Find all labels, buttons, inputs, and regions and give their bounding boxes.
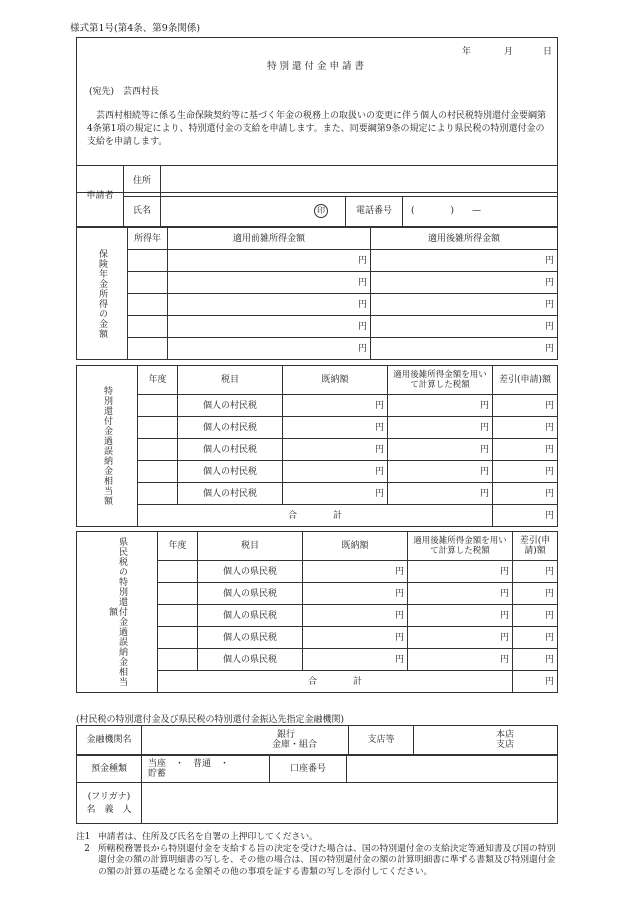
form-number: 様式第1号(第4条、第9条関係) [70, 23, 201, 34]
table-row [77, 316, 558, 338]
table-row [77, 461, 558, 483]
total-label: 合 計 [158, 671, 513, 693]
amount-cell[interactable]: 円 [408, 561, 513, 583]
table-row [77, 272, 558, 294]
table-row [77, 417, 558, 439]
account-type-label: 預金種類 [77, 756, 142, 783]
amount-cell[interactable]: 円 [513, 605, 558, 627]
account-table [76, 755, 558, 783]
date-month: 月 [504, 47, 514, 57]
address-field[interactable] [161, 166, 558, 197]
amount-cell[interactable]: 円 [168, 294, 371, 316]
pension-section-label: 保険年金所得の金額 [77, 228, 128, 360]
inst-label: 金融機関名 [77, 726, 142, 755]
year-cell[interactable] [158, 605, 198, 627]
amount-cell[interactable]: 円 [371, 250, 558, 272]
applicant-label: 申請者 [77, 166, 124, 227]
total-amount[interactable]: 円 [513, 671, 558, 693]
year-cell[interactable] [128, 272, 168, 294]
year-cell[interactable] [138, 439, 178, 461]
pension-table [76, 227, 558, 360]
amount-cell[interactable]: 円 [408, 627, 513, 649]
tax-item: 個人の県民税 [198, 583, 303, 605]
applicant-table [76, 165, 558, 227]
notes [76, 832, 560, 878]
year-cell[interactable] [138, 417, 178, 439]
amount-cell[interactable]: 円 [493, 483, 558, 505]
total-label: 合 計 [138, 505, 493, 527]
account-types1: 当座 ・ 普通 ・ [148, 759, 230, 769]
amount-cell[interactable]: 円 [493, 439, 558, 461]
amount-cell[interactable]: 円 [283, 439, 388, 461]
col-after: 適用後雑所得金額 [371, 228, 558, 250]
amount-cell[interactable]: 円 [283, 395, 388, 417]
page-title: 特別還付金申請書 [266, 61, 367, 72]
amount-cell[interactable]: 円 [371, 294, 558, 316]
col-income-year: 所得年 [128, 228, 168, 250]
tax-item: 個人の県民税 [198, 649, 303, 671]
date-year: 年 [462, 47, 472, 57]
col-fiscal-year: 年度 [138, 366, 178, 395]
address-label: 住所 [124, 166, 161, 197]
addressee: (宛先) 芸西村長 [89, 87, 160, 97]
amount-cell[interactable]: 円 [388, 439, 493, 461]
village-tax-table [76, 365, 558, 527]
table-row [77, 439, 558, 461]
name-field[interactable] [161, 196, 346, 227]
year-cell[interactable] [128, 338, 168, 360]
phone-label: 電話番号 [346, 196, 403, 227]
tax-item: 個人の県民税 [198, 561, 303, 583]
holder-field[interactable] [142, 783, 558, 824]
date-day: 日 [543, 47, 553, 57]
amount-cell[interactable]: 円 [303, 649, 408, 671]
branch-type2: 支店 [495, 740, 514, 750]
table-row [77, 250, 558, 272]
account-no-label: 口座番号 [270, 756, 347, 783]
village-section-label: 特別還付金過誤納金相当額 [77, 366, 138, 527]
tax-item: 個人の村民税 [178, 439, 283, 461]
amount-cell[interactable]: 円 [388, 395, 493, 417]
col-diff: 差引(申請)額 [513, 532, 558, 561]
holder-label-cell [77, 783, 142, 824]
col-paid: 既納額 [303, 532, 408, 561]
pref-section-label: 県民税の特別還付金過誤納金相当額 [77, 532, 158, 693]
phone-field[interactable]: ( ) — [403, 196, 558, 227]
year-cell[interactable] [158, 583, 198, 605]
amount-cell[interactable]: 円 [513, 649, 558, 671]
amount-cell[interactable]: 円 [408, 649, 513, 671]
note-2-text: 所轄税務署長から特別還付金を支給する旨の決定を受けた場合は、国の特別還付金の支給決定等通知書及び国の特別還付金の額の計算明細書の写しを、その他の場合は、国の特別還付金の額の計算明細書に準ずる書類及び特別還付金の額の計算の基礎となる金額その他の事項を証する書類の写しを添付してください。 [98, 843, 556, 877]
note-2-mark: 2 [84, 843, 90, 854]
amount-cell[interactable]: 円 [283, 417, 388, 439]
table-row [77, 294, 558, 316]
year-cell[interactable] [128, 250, 168, 272]
year-cell[interactable] [128, 316, 168, 338]
year-cell[interactable] [138, 483, 178, 505]
amount-cell[interactable]: 円 [168, 250, 371, 272]
year-cell[interactable] [158, 561, 198, 583]
inst-type1: 銀行 [276, 730, 295, 740]
account-no-field[interactable] [347, 756, 558, 783]
col-before: 適用前雑所得金額 [168, 228, 371, 250]
tax-item: 個人の県民税 [198, 627, 303, 649]
amount-cell[interactable]: 円 [493, 395, 558, 417]
table-row [77, 338, 558, 360]
col-diff: 差引(申請)額 [493, 366, 558, 395]
seal-icon: 印 [314, 204, 328, 218]
year-cell[interactable] [158, 627, 198, 649]
tax-item: 個人の村民税 [178, 395, 283, 417]
amount-cell[interactable]: 円 [388, 483, 493, 505]
holder-table [76, 782, 558, 824]
inst-field[interactable] [142, 726, 349, 755]
amount-cell[interactable]: 円 [303, 605, 408, 627]
year-cell[interactable] [138, 395, 178, 417]
amount-cell[interactable]: 円 [408, 605, 513, 627]
branch-label: 支店等 [349, 726, 414, 755]
total-row [77, 505, 558, 527]
col-fiscal-year: 年度 [158, 532, 198, 561]
note-1 [76, 832, 560, 844]
amount-cell[interactable]: 円 [168, 272, 371, 294]
amount-cell[interactable]: 円 [388, 417, 493, 439]
tax-item: 個人の県民税 [198, 605, 303, 627]
col-tax-item: 税目 [178, 366, 283, 395]
branch-field[interactable] [414, 726, 558, 755]
amount-cell[interactable]: 円 [303, 627, 408, 649]
amount-cell[interactable]: 円 [493, 461, 558, 483]
account-type-field[interactable] [142, 756, 270, 783]
year-cell[interactable] [138, 461, 178, 483]
bank-table [76, 725, 558, 755]
account-types2: 貯蓄 [148, 769, 167, 779]
holder-label: 名 義 人 [86, 804, 132, 815]
amount-cell[interactable]: 円 [513, 583, 558, 605]
amount-cell[interactable]: 円 [168, 316, 371, 338]
branch-type1: 本店 [495, 730, 514, 740]
amount-cell[interactable]: 円 [283, 461, 388, 483]
tax-item: 個人の村民税 [178, 417, 283, 439]
kana-label: (フリガナ) [87, 791, 131, 802]
tax-item: 個人の村民税 [178, 483, 283, 505]
amount-cell[interactable]: 円 [303, 583, 408, 605]
amount-cell[interactable]: 円 [513, 561, 558, 583]
amount-cell[interactable]: 円 [493, 417, 558, 439]
amount-cell[interactable]: 円 [371, 272, 558, 294]
table-row [77, 395, 558, 417]
col-tax-item: 税目 [198, 532, 303, 561]
bank-caption: (村民税の特別還付金及び県民税の特別還付金振込先指定金融機関) [76, 715, 345, 725]
amount-cell[interactable]: 円 [168, 338, 371, 360]
note-1-mark: 注1 [76, 832, 91, 842]
amount-cell[interactable]: 円 [371, 316, 558, 338]
amount-cell[interactable]: 円 [513, 627, 558, 649]
note-2 [76, 844, 560, 879]
amount-cell[interactable]: 円 [408, 583, 513, 605]
inst-type2: 金庫・組合 [271, 740, 317, 750]
amount-cell[interactable]: 円 [283, 483, 388, 505]
pref-tax-table [76, 531, 558, 693]
name-label: 氏名 [124, 196, 161, 227]
body-text: 芸西村相続等に係る生命保険契約等に基づく年金の税務上の取扱いの変更に伴う個人の村民税特別還付金要綱第4条第1項の規定により、特別還付金の支給を申請します。また、同要綱第9条の規定により県民税の特別還付金の支給を申請します。 [87, 111, 547, 147]
col-calc: 適用後雑所得金額を用いて計算した税額 [388, 366, 493, 395]
tax-item: 個人の村民税 [178, 461, 283, 483]
amount-cell[interactable]: 円 [371, 338, 558, 360]
year-cell[interactable] [158, 649, 198, 671]
col-paid: 既納額 [283, 366, 388, 395]
table-row [77, 483, 558, 505]
total-amount[interactable]: 円 [493, 505, 558, 527]
year-cell[interactable] [128, 294, 168, 316]
amount-cell[interactable]: 円 [303, 561, 408, 583]
col-calc: 適用後雑所得金額を用いて計算した税額 [408, 532, 513, 561]
amount-cell[interactable]: 円 [388, 461, 493, 483]
note-1-text: 申請者は、住所及び氏名を自署の上押印してください。 [98, 832, 318, 842]
